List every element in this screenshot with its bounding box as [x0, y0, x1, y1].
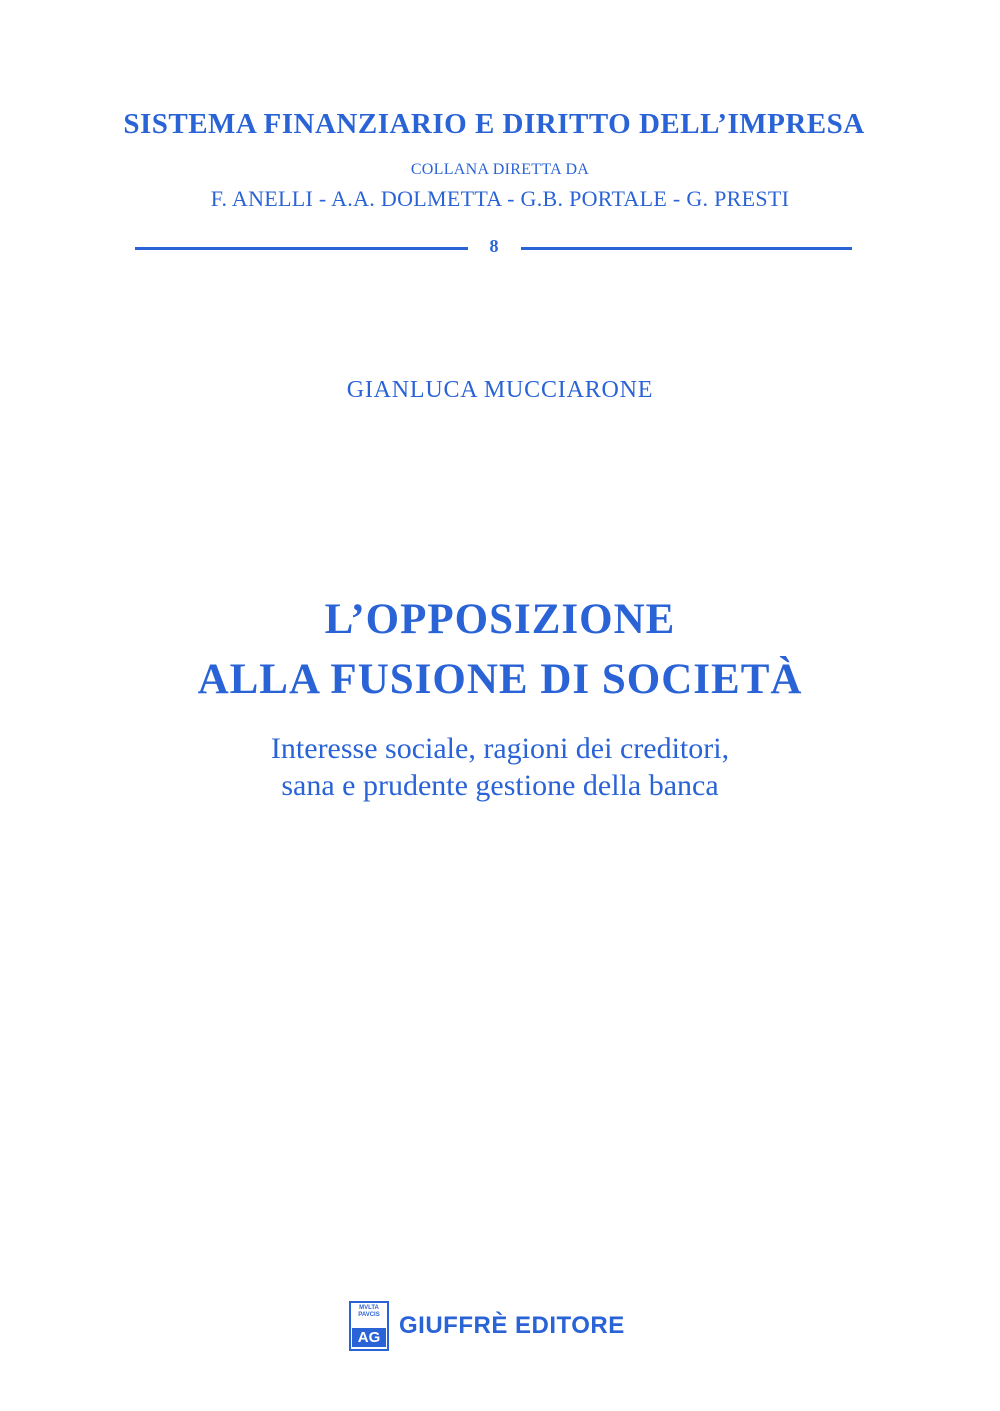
series-title [0, 108, 1000, 141]
publisher-name: GIUFFRÈ EDITORE [399, 1312, 625, 1339]
publisher-logo-motto: MVLTA PAVCIS [358, 1305, 380, 1318]
book-author: GIANLUCA MUCCIARONE [346, 377, 654, 403]
volume-number: 8 [489, 236, 499, 256]
book-subtitle-line-2: sana e prudente gestione della banca [281, 769, 719, 802]
series-title-text: SISTEMA FINANZIARIO E DIRITTO DELL’IMPRESA [123, 108, 865, 140]
publisher-logo [349, 1301, 389, 1351]
book-subtitle-line-1: Interesse sociale, ragioni dei creditori, [270, 732, 730, 765]
divider-left [135, 247, 468, 250]
series-editors-label: COLLANA DIRETTA DA [410, 161, 590, 178]
divider-right [521, 247, 852, 250]
book-title-line-2: ALLA FUSIONE DI SOCIETÀ [197, 656, 803, 703]
publisher-logo-initials: AG [352, 1328, 386, 1347]
book-title-line-1: L’OPPOSIZIONE [324, 596, 676, 643]
book-title [0, 590, 1000, 710]
publisher-mark [349, 1300, 625, 1352]
book-subtitle [0, 730, 1000, 804]
series-editors: F. ANELLI - A.A. DOLMETTA - G.B. PORTALE - G. PRESTI [210, 186, 790, 211]
